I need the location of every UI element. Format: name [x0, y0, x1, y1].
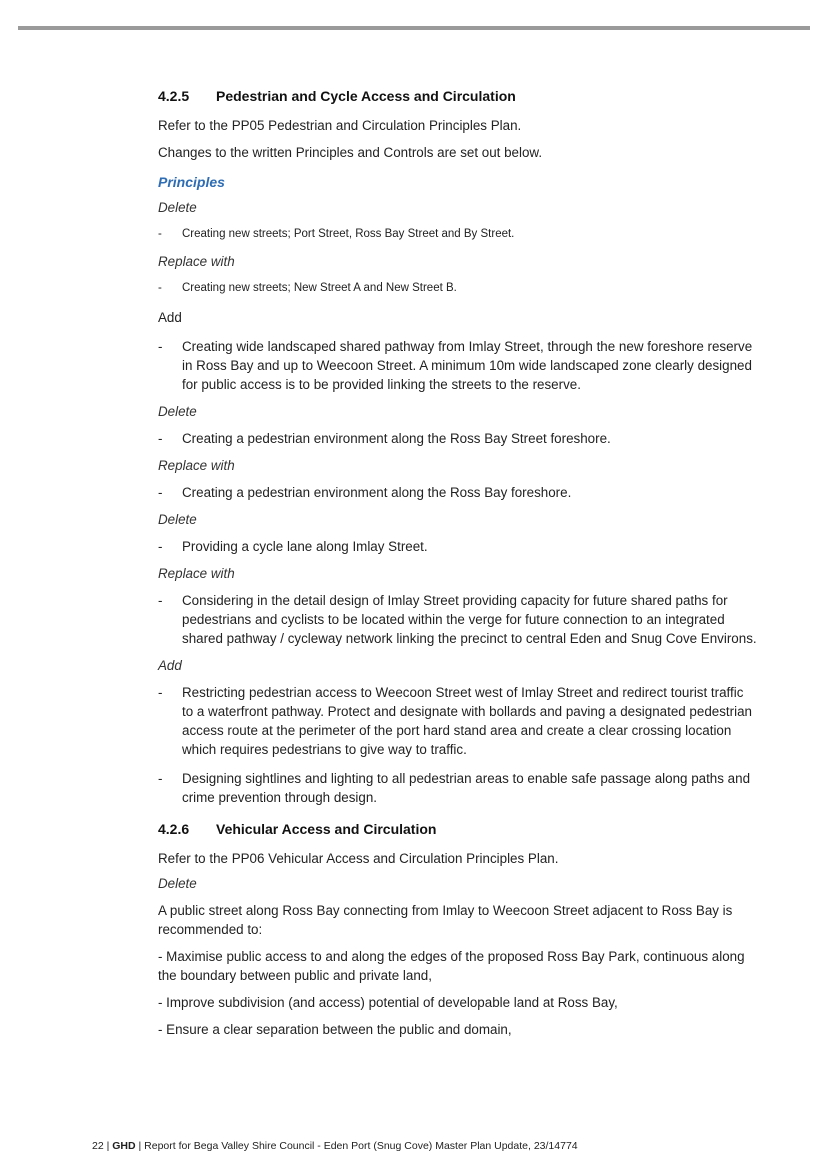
- bullet-text: Designing sightlines and lighting to all pedestrian areas to enable safe passage along paths and crime prevention through design.: [182, 771, 751, 805]
- change-label: Add: [158, 310, 182, 325]
- change-label: Replace with: [158, 458, 235, 473]
- bullet-item: [158, 537, 758, 556]
- section-heading-4-2-5: [158, 88, 758, 104]
- bullet-dash: -: [158, 539, 163, 554]
- page-footer: [92, 1140, 578, 1152]
- top-rule: [18, 26, 810, 30]
- bullet-dash: -: [158, 593, 163, 608]
- principles-heading: Principles: [158, 174, 225, 190]
- bullet-item: [158, 683, 758, 759]
- delete-label: Delete: [158, 876, 197, 891]
- refer-paragraph: Refer to the PP06 Vehicular Access and Circulation Principles Plan.: [158, 851, 559, 866]
- bullet-text: Creating new streets; Port Street, Ross Bay Street and By Street.: [182, 228, 515, 240]
- bullet-dash: -: [158, 485, 163, 500]
- section-heading-4-2-6: [158, 821, 758, 837]
- bullet-item: [158, 337, 758, 394]
- section-title: Vehicular Access and Circulation: [216, 821, 437, 837]
- bullet-item: [158, 483, 758, 502]
- change-label: Replace with: [158, 254, 235, 269]
- bullet-dash: -: [158, 685, 163, 700]
- bullet-item: [158, 591, 758, 648]
- footer-text: | Report for Bega Valley Shire Council - Eden Port (Snug Cove) Master Plan Update, 23/14774: [138, 1140, 578, 1152]
- list-item: - Maximise public access to and along the edges of the proposed Ross Bay Park, continuous along the boundary between public and private land,: [158, 949, 745, 983]
- list-item: - Ensure a clear separation between the public and domain,: [158, 1022, 512, 1037]
- bullet-dash: -: [158, 282, 162, 294]
- principles-blocks: [158, 200, 758, 807]
- bullet-text: Providing a cycle lane along Imlay Street.: [182, 539, 428, 554]
- section-number: 4.2.5: [158, 88, 190, 104]
- bullet-dash: -: [158, 339, 163, 354]
- bullet-text: Creating a pedestrian environment along the Ross Bay foreshore.: [182, 485, 572, 500]
- list-item: - Improve subdivision (and access) potential of developable land at Ross Bay,: [158, 995, 618, 1010]
- page-content: [158, 88, 758, 1039]
- bullet-dash: -: [158, 431, 163, 446]
- bullet-text: Creating new streets; New Street A and New Street B.: [182, 282, 457, 294]
- change-label: Replace with: [158, 566, 235, 581]
- bullet-item: [158, 429, 758, 448]
- section-title: Pedestrian and Cycle Access and Circulation: [216, 88, 516, 104]
- change-label: Delete: [158, 404, 197, 419]
- bullet-item: [158, 279, 758, 298]
- refer-paragraph: Refer to the PP05 Pedestrian and Circulation Principles Plan.: [158, 118, 522, 133]
- bullet-text: Restricting pedestrian access to Weecoon Street west of Imlay Street and redirect tourist traffic to a waterfront pathway. Protect and designate with bollards and paving a designated pedestrian access route at the perimeter of the port hard stand area and create a clear crossing location which requires pedestrians to give way to traffic.: [182, 685, 752, 757]
- bullet-dash: -: [158, 771, 163, 786]
- bullet-dash: -: [158, 228, 162, 240]
- change-label: Delete: [158, 512, 197, 527]
- street-paragraph: A public street along Ross Bay connecting from Imlay to Weecoon Street adjacent to Ross Bay is recommended to:: [158, 903, 733, 937]
- bullet-text: Creating wide landscaped shared pathway from Imlay Street, through the new foreshore reserve in Ross Bay and up to Weecoon Street. A minimum 10m wide landscaped zone clearly designed for public access is to be provided linking the streets to the reserve.: [182, 339, 753, 392]
- section-number: 4.2.6: [158, 821, 190, 837]
- bullet-text: Considering in the detail design of Imlay Street providing capacity for future shared paths for pedestrians and cyclists to be located within the verge for future connection to an integrated shared pathway / cycleway network linking the precinct to central Eden and Snug Cove Environs.: [182, 593, 757, 646]
- footer-brand: GHD: [112, 1140, 136, 1152]
- change-label: Add: [158, 658, 182, 673]
- changes-paragraph: Changes to the written Principles and Controls are set out below.: [158, 145, 543, 160]
- footer-page-number: 22 |: [92, 1140, 110, 1152]
- change-label: Delete: [158, 200, 197, 215]
- bullet-item: [158, 225, 758, 244]
- bullet-item: [158, 769, 758, 807]
- bullet-text: Creating a pedestrian environment along the Ross Bay Street foreshore.: [182, 431, 611, 446]
